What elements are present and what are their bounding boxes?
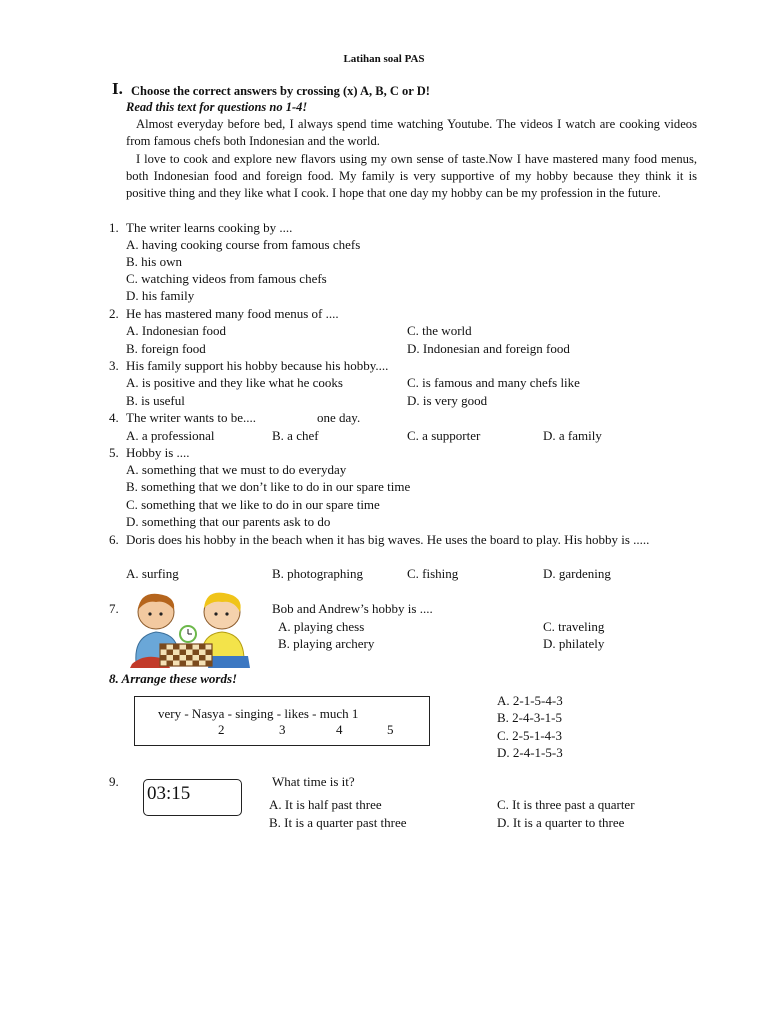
question-8-option-d: D. 2-4-1-5-3	[497, 745, 563, 760]
question-6-option-c: C. fishing	[407, 566, 459, 581]
question-8-heading: 8. Arrange these words!	[109, 671, 238, 686]
question-2-number: 2.	[109, 306, 119, 321]
digital-clock	[143, 779, 242, 816]
question-1-text: The writer learns cooking by ....	[126, 220, 293, 235]
question-8-option-b: B. 2-4-3-1-5	[497, 710, 562, 725]
question-2-option-a: A. Indonesian food	[126, 323, 227, 338]
question-7-option-b: B. playing archery	[278, 636, 375, 651]
question-5-option-b: B. something that we don’t like to do in our spare time	[126, 479, 411, 494]
reading-passage	[126, 116, 697, 202]
question-9-option-d: D. It is a quarter to three	[497, 815, 625, 830]
question-2-option-c: C. the world	[407, 323, 472, 338]
question-9-number: 9.	[109, 774, 119, 789]
question-7-option-c: C. traveling	[543, 619, 605, 634]
question-4-option-d: D. a family	[543, 428, 602, 443]
question-5-option-d: D. something that our parents ask to do	[126, 514, 331, 529]
question-4-option-c: C. a supporter	[407, 428, 481, 443]
question-4-option-b: B. a chef	[272, 428, 319, 443]
question-9-option-c: C. It is three past a quarter	[497, 797, 635, 812]
question-3-option-b: B. is useful	[126, 393, 185, 408]
passage-paragraph-2: I love to cook and explore new flavors using my own sense of taste.Now I have mastered many food menus, both Indonesian food and foreign food. My family is very supportive of my hobby because they think it is positive thing and they like what I cook. I hope that one day my hobby can be my profession in the future.	[126, 151, 697, 201]
question-1-option-d: D. his family	[126, 288, 195, 303]
question-7-number: 7.	[109, 601, 119, 616]
question-3-option-d: D. is very good	[407, 393, 488, 408]
question-4-text: The writer wants to be....	[126, 410, 256, 425]
question-8-option-c: C. 2-5-1-4-3	[497, 728, 562, 743]
page-title: Latihan soal PAS	[343, 53, 425, 65]
question-4-option-a: A. a professional	[126, 428, 215, 443]
question-6-option-a: A. surfing	[126, 566, 179, 581]
question-1-option-a: A. having cooking course from famous chefs	[126, 237, 361, 252]
question-8-option-a: A. 2-1-5-4-3	[497, 693, 563, 708]
kids-playing-chess-illustration	[126, 590, 254, 670]
passage-paragraph-1: Almost everyday before bed, I always spend time watching Youtube. The videos I watch are cooking videos from famous chefs both Indonesian and the world.	[126, 117, 697, 149]
question-3-option-a: A. is positive and they like what he cooks	[126, 375, 343, 390]
word-number-5: 5	[387, 722, 394, 737]
question-7-option-a: A. playing chess	[278, 619, 365, 634]
question-2-text: He has mastered many food menus of ....	[126, 306, 339, 321]
question-2-option-d: D. Indonesian and foreign food	[407, 341, 570, 356]
word-number-2: 2	[218, 722, 225, 737]
question-9-option-a: A. It is half past three	[269, 797, 382, 812]
question-7-text: Bob and Andrew’s hobby is ....	[272, 601, 433, 616]
word-number-4: 4	[336, 722, 343, 737]
question-6-number: 6.	[109, 532, 119, 547]
question-1-option-c: C. watching videos from famous chefs	[126, 271, 327, 286]
question-2-option-b: B. foreign food	[126, 341, 206, 356]
question-3-text: His family support his hobby because his hobby....	[126, 358, 389, 373]
section-instruction: Choose the correct answers by crossing (x) A, B, C or D!	[131, 84, 430, 98]
word-list: very - Nasya - singing - likes - much 1	[158, 706, 359, 721]
question-6-text: Doris does his hobby in the beach when it has big waves. He uses the board to play. His hobby is .....	[126, 532, 650, 547]
question-4-text-end: one day.	[317, 410, 361, 425]
section-number: I.	[112, 79, 123, 98]
reading-note: Read this text for questions no 1-4!	[126, 100, 308, 114]
question-1-option-b: B. his own	[126, 254, 182, 269]
question-5-number: 5.	[109, 445, 119, 460]
question-9-option-b: B. It is a quarter past three	[269, 815, 407, 830]
question-7-option-d: D. philately	[543, 636, 605, 651]
word-number-3: 3	[279, 722, 286, 737]
clock-time: 03:15	[147, 783, 191, 804]
question-4-number: 4.	[109, 410, 119, 425]
question-1-number: 1.	[109, 220, 119, 235]
question-6-option-b: B. photographing	[272, 566, 363, 581]
question-3-option-c: C. is famous and many chefs like	[407, 375, 580, 390]
question-6-option-d: D. gardening	[543, 566, 611, 581]
question-9-text: What time is it?	[272, 774, 355, 789]
question-5-option-c: C. something that we like to do in our spare time	[126, 497, 380, 512]
question-3-number: 3.	[109, 358, 119, 373]
question-5-text: Hobby is ....	[126, 445, 190, 460]
question-5-option-a: A. something that we must to do everyday	[126, 462, 347, 477]
